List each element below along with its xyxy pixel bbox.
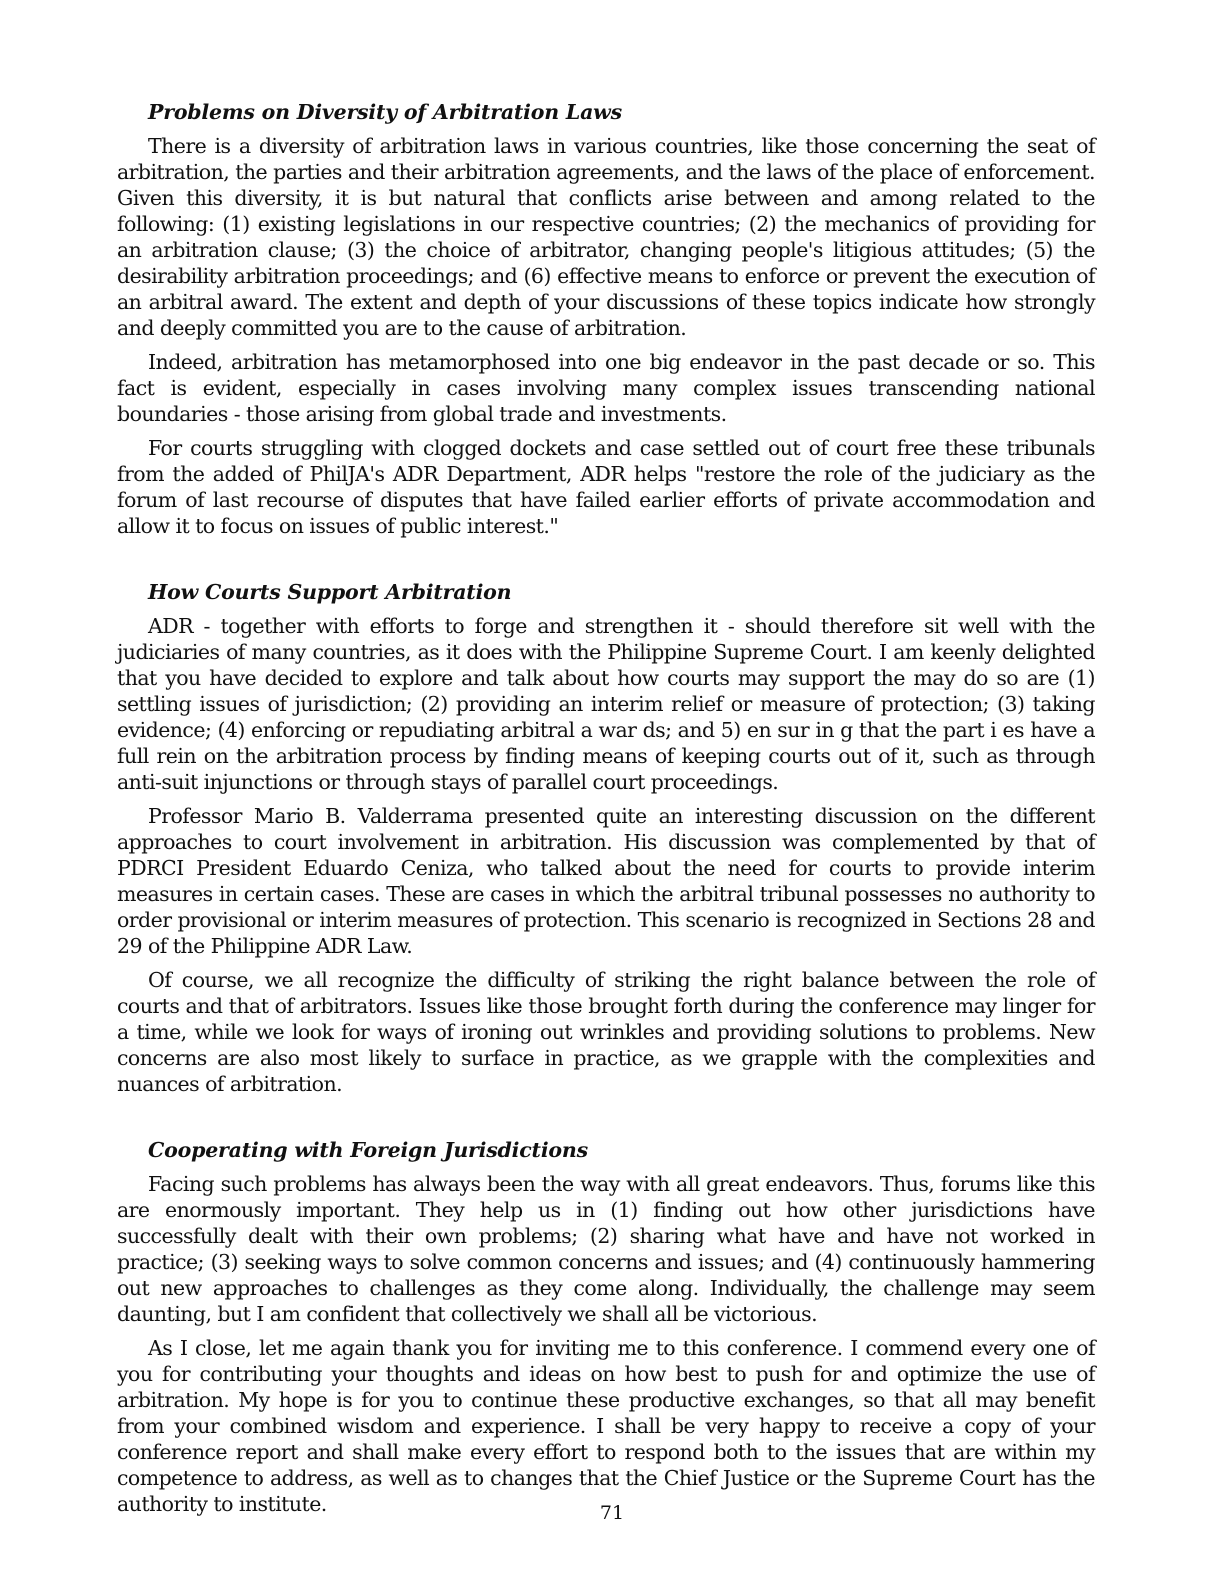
paragraph: Of course, we all recognize the difficulty of striking the right balance between the role of courts and that of arbitrators. Issues like those brought forth during the conference may linger for a time, while we look for ways of ironing out wrinkles and providing solutions to problems. New concerns are also most likely to surface in practice, as we grapple with the complexities and nuances of arbitration. xyxy=(117,968,1095,1096)
section-heading: How Courts Support Arbitration xyxy=(148,580,512,604)
paragraph: Professor Mario B. Valderrama presented quite an interesting discussion on the different approaches to court involvement in arbitration. His discussion was complemented by that of PDRCI President Eduardo Ceniza, who talked about the need for courts to provide interim measures in certain cases. These are cases in which the arbitral tribunal possesses no authority to order provisional or interim measures of protection. This scenario is recognized in Sections 28 and 29 of the Philippine ADR Law. xyxy=(117,804,1095,958)
paragraph: Indeed, arbitration has metamorphosed into one big endeavor in the past decade or so. This fact is evident, especially in cases involving many complex issues transcending national boundaries - those arising from global trade and investments. xyxy=(117,350,1095,426)
document-page xyxy=(117,99,1095,1525)
paragraph: For courts struggling with clogged dockets and case settled out of court free these tribunals from the added of PhilJA's ADR Department, ADR helps "restore the role of the judiciary as the forum of last recourse of disputes that have failed earlier efforts of private accommodation and allow it to focus on issues of public interest." xyxy=(117,436,1095,538)
paragraph: Facing such problems has always been the way with all great endeavors. Thus, forums like this are enormously important. They help us in (1) finding out how other jurisdictions have successfully dealt with their own problems; (2) sharing what have and have not worked in practice; (3) seeking ways to solve common concerns and issues; and (4) continuously hammering out new approaches to challenges as they come along. Individually, the challenge may seem daunting, but I am confident that collectively we shall all be victorious. xyxy=(117,1172,1095,1326)
section-how-courts-support-arbitration xyxy=(117,579,1095,1097)
section-heading: Cooperating with Foreign Jurisdictions xyxy=(148,1138,588,1162)
paragraph: ADR - together with efforts to forge and strengthen it - should therefore sit well with the judiciaries of many countries, as it does with the Philippine Supreme Court. I am keenly delighted that you have decided to explore and talk about how courts may support the may do so are (1) settling issues of jurisdiction; (2) providing an interim relief or measure of protection; (3) taking evidence; (4) enforcing or repudiating arbitral a war ds; and 5) en sur in g that the part i es have a full rein on the arbitration process by finding means of keeping courts out of it, such as through anti-suit injunctions or through stays of parallel court proceedings. xyxy=(117,614,1095,794)
section-cooperating-with-foreign-jurisdictions xyxy=(117,1137,1095,1517)
page-number: 71 xyxy=(599,1502,625,1524)
section-diversity-of-arbitration-laws xyxy=(117,99,1095,539)
paragraph: There is a diversity of arbitration laws in various countries, like those concerning the seat of arbitration, the parties and their arbitration agreements, and the laws of the place of enforcement. Given this diversity, it is but natural that conflicts arise between and among related to the following: (1) existing legislations in our respective countries; (2) the mechanics of providing for an arbitration clause; (3) the choice of arbitrator, changing people's litigious attitudes; (5) the desirability arbitration proceedings; and (6) effective means to enforce or prevent the execution of an arbitral award. The extent and depth of your discussions of these topics indicate how strongly and deeply committed you are to the cause of arbitration. xyxy=(117,134,1095,340)
section-heading: Problems on Diversity of Arbitration Laws xyxy=(148,100,622,124)
paragraph: As I close, let me again thank you for inviting me to this conference. I commend every one of you for contributing your thoughts and ideas on how best to push for and optimize the use of arbitration. My hope is for you to continue these productive exchanges, so that all may benefit from your combined wisdom and experience. I shall be very happy to receive a copy of your conference report and shall make every effort to respond both to the issues that are within my competence to address, as well as to changes that the Chief Justice or the Supreme Court has the authority to institute. xyxy=(117,1336,1095,1516)
